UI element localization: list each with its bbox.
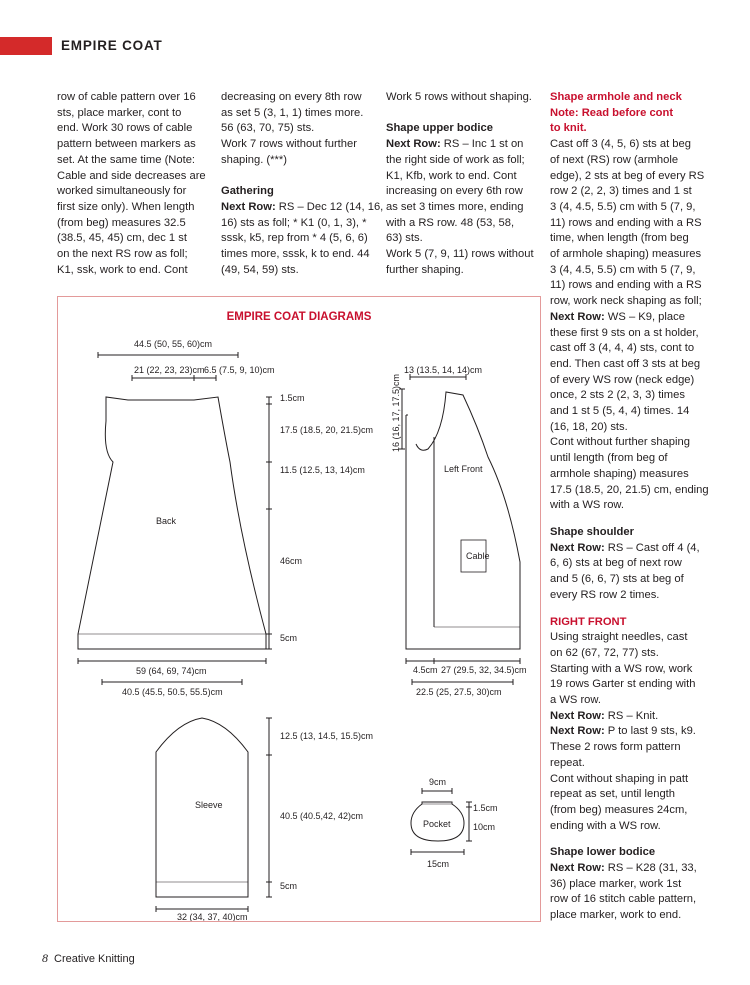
upper-bodice-lines-line: K1, Kfb, work to end. Cont [386,169,517,182]
pocket-top-width: 9cm [429,777,447,787]
back-h2: 17.5 (18.5, 20, 21.5)cm [280,425,374,435]
text-column-3 [386,90,534,278]
sleeve-h2: 40.5 (40.5,42, 42)cm [280,811,364,821]
back-h4: 46cm [280,556,303,566]
knit-next-row: Next Row: RS – Knit. [550,709,659,722]
lower-bodice-lines-line: place marker, work to end. [550,909,682,922]
armhole-heading [550,90,709,137]
front-neck-depth: 16 (16, 17, 17.5)cm [391,373,401,452]
col1-lines-line: sts, place marker, cont to [57,106,182,119]
armhole-lines-line: 11) rows and ending with a RS [550,216,702,229]
col1-lines-line: end. Work 30 rows of cable [57,122,193,135]
col1-lines-line: (from beg) measures 32.5 [57,216,186,229]
sleeve-bottom-width: 32 (34, 37, 40)cm [177,912,248,921]
armhole-lines-2-line: with a WS row. [550,499,624,512]
lower-bodice-lines-line: 36) place marker, work 1st [550,877,682,890]
col1-lines-line: set. At the same time (Note: [57,153,196,166]
purl-next-row: Next Row: P to last 9 sts, k9. [550,725,696,738]
upper-bodice-lines [386,153,534,279]
back-top-width: 44.5 (50, 55, 60)cm [134,339,213,349]
upper-bodice-lines-line: further shaping. [386,263,464,276]
front-bottom-width: 27 (29.5, 32, 34.5)cm [441,665,527,675]
col1-lines-line: pattern between markers as [57,138,196,151]
armhole-lines-2-line: armhole shaping) measures [550,467,689,480]
text-column-1 [57,90,206,278]
right-front-lines-2 [550,740,709,834]
armhole-lines-2-line: these first 9 sts on a st holder, [550,326,699,339]
back-h3: 11.5 (12.5, 13, 14)cm [280,465,365,475]
front-band-width: 4.5cm [413,665,438,675]
armhole-lines [550,137,709,310]
right-front-lines-line: Using straight needles, cast [550,631,688,644]
upper-bodice-next-row: Next Row: RS – Inc 1 st on [386,138,524,151]
right-front-lines-2-line: ending with a WS row. [550,819,661,832]
armhole-lines-line: time, when length (from beg [550,232,689,245]
gathering-lines [221,216,383,279]
pocket-h2: 10cm [473,822,496,832]
col2-lines-line: 56 (63, 70, 75) sts. [221,122,315,135]
diagrams-title: EMPIRE COAT DIAGRAMS [226,311,372,323]
armhole-heading-line: Note: Read before cont [550,106,674,119]
armhole-lines-line: 3 (4, 4.5, 5.5) cm with 5 (7, 9, [550,263,696,276]
header-accent-bar [0,37,52,55]
upper-bodice-lines-line: with a RS row. 48 (53, 58, [386,216,515,229]
back-h5: 5cm [280,633,298,643]
right-front-lines-line: a WS row. [550,694,601,707]
col1-lines-line: on the next RS row as foll; [57,248,188,261]
back-neck-width: 21 (22, 23, 23)cm [134,365,205,375]
lower-bodice-heading: Shape lower bodice [550,846,656,859]
right-front-lines-2-line: (from beg) measures 24cm, [550,803,688,816]
upper-bodice-lines-line: the right side of work as foll; [386,153,525,166]
back-label: Back [156,516,177,526]
shoulder-lines [550,556,709,603]
shoulder-next-row: Next Row: RS – Cast off 4 (4, [550,541,700,554]
schematic-drawings [58,297,540,921]
armhole-heading-line: to knit. [550,122,587,135]
col3-line0: Work 5 rows without shaping. [386,91,532,103]
gathering-lines-line: (49, 54, 59) sts. [221,263,299,276]
armhole-heading-line: Shape armhole and neck [550,91,682,103]
col1-lines [57,90,206,278]
front-label: Left Front [444,464,483,474]
back-bottom-width: 59 (64, 69, 74)cm [136,666,207,676]
col1-lines-line: (38.5, 45, 45) cm, dec 1 st [57,232,187,245]
back-shoulder-width: 6.5 (7.5, 9, 10)cm [204,365,275,375]
col2-lines-line: Work 7 rows without further [221,138,357,151]
sleeve-h1: 12.5 (13, 14.5, 15.5)cm [280,731,374,741]
col1-lines-line: first size only). When length [57,200,195,213]
upper-bodice-lines-line: 63) sts. [386,232,423,245]
gathering-lines-line: sssk, k5, rep from * 4 (5, 6, 6) [221,232,368,245]
gathering-lines-line: 16) sts as foll; * K1 (0, 1, 3), * [221,216,367,229]
shoulder-heading: Shape shoulder [550,525,634,538]
lower-bodice-next-row: Next Row: RS – K28 (31, 33, [550,862,697,875]
diagrams-box [57,296,541,922]
armhole-lines-line: row, work neck shaping as foll; [550,295,702,308]
col2-lines [221,90,383,169]
gathering-heading: Gathering [221,185,274,198]
col1-lines-line: K1, ssk, work to end. Cont [57,263,188,276]
sleeve-h3: 5cm [280,881,298,891]
cable-label: Cable [466,551,490,561]
right-front-heading: RIGHT FRONT [550,615,627,628]
armhole-lines-line: 3 (4, 4.5, 5.5) cm with 5 (7, 9, [550,200,696,213]
armhole-lines-2-line: until length (from beg of [550,452,668,465]
col1-lines-line: Cable and side decreases are [57,169,206,182]
armhole-lines-line: row 2 (2, 2, 3) times and 1 st [550,185,692,198]
upper-bodice-lines-line: Work 5 (7, 9, 11) rows without [386,248,534,261]
armhole-lines-line: 11) rows and ending with a RS [550,279,702,292]
publication-name: Creative Knitting [54,953,135,965]
sleeve-label: Sleeve [195,800,223,810]
shoulder-lines-line: every RS row 2 times. [550,588,660,601]
lower-bodice-lines-line: row of 16 stitch cable pattern, [550,893,697,906]
armhole-lines-2-line: and 1 st 5 (5, 4, 4) times. 14 [550,405,690,418]
page-footer [42,951,135,966]
armhole-lines-line: edge), 2 sts at beg of every RS [550,169,705,182]
lower-bodice-lines [550,877,709,924]
back-bottom-width2: 40.5 (45.5, 50.5, 55.5)cm [122,687,223,697]
armhole-lines-line: of next (RS) row (armhole [550,153,679,166]
gathering-lines-line: times more, sssk, k to end. 44 [221,248,370,261]
col1-lines-line: row of cable pattern over 16 [57,91,196,103]
armhole-lines-line: of armhole shaping) measures [550,248,702,261]
armhole-lines-2-line: cast off 3 (4, 4, 4) sts, cont to [550,342,695,355]
gathering-next-row: Next Row: RS – Dec 12 (14, 16, [221,200,384,213]
armhole-lines-2-line: 17.5 (18.5, 20, 21.5) cm, ending [550,483,709,496]
right-front-lines-2-line: Cont without shaping in patt [550,772,689,785]
armhole-lines-line: Cast off 3 (4, 5, 6) sts at beg [550,138,691,151]
upper-bodice-lines-line: as set 3 times more, ending [386,200,524,213]
pocket-bottom-width: 15cm [427,859,450,869]
right-front-lines-line: on 62 (67, 72, 77) sts. [550,646,659,659]
text-column-4 [550,90,709,924]
shoulder-lines-line: 6, 6) sts at beg of next row [550,557,682,570]
back-h1: 1.5cm [280,393,305,403]
upper-bodice-lines-line: increasing on every 6th row [386,185,523,198]
col2-lines-line: decreasing on every 8th row [221,91,362,103]
pocket-h1: 1.5cm [473,803,498,813]
col2-lines-line: as set 5 (3, 1, 1) times more. [221,106,364,119]
armhole-lines-2-line: Cont without further shaping [550,436,690,449]
right-front-lines-2-line: These 2 rows form pattern [550,741,681,754]
right-front-lines [550,630,709,709]
pocket-label: Pocket [423,819,451,829]
right-front-lines-line: 19 rows Garter st ending with [550,678,696,691]
armhole-lines-2-line: once, 2 sts 2 (2, 3, 3) times [550,389,685,402]
page-header-title: EMPIRE COAT [61,38,163,53]
shoulder-lines-line: and 5 (6, 6, 7) sts at beg of [550,573,684,586]
front-bottom-width2: 22.5 (25, 27.5, 30)cm [416,687,502,697]
col2-lines-line: shaping. (***) [221,153,287,166]
col1-lines-line: worked simultaneously for [57,185,187,198]
page-number: 8 [42,951,48,965]
left-front-outline [406,392,520,649]
armhole-lines-2 [550,326,709,514]
right-front-lines-2-line: repeat as set, until length [550,788,676,801]
armhole-next-row: Next Row: WS – K9, place [550,310,685,323]
upper-bodice-heading: Shape upper bodice [386,122,493,135]
right-front-lines-2-line: repeat. [550,756,585,769]
text-column-2 [221,90,383,278]
armhole-lines-2-line: end. Then cast off 3 sts at beg [550,357,701,370]
front-top-width: 13 (13.5, 14, 14)cm [404,365,483,375]
right-front-lines-line: Starting with a WS row, work [550,662,693,675]
armhole-lines-2-line: (16, 18, 20) sts. [550,420,628,433]
armhole-lines-2-line: of every WS row (neck edge) [550,373,695,386]
